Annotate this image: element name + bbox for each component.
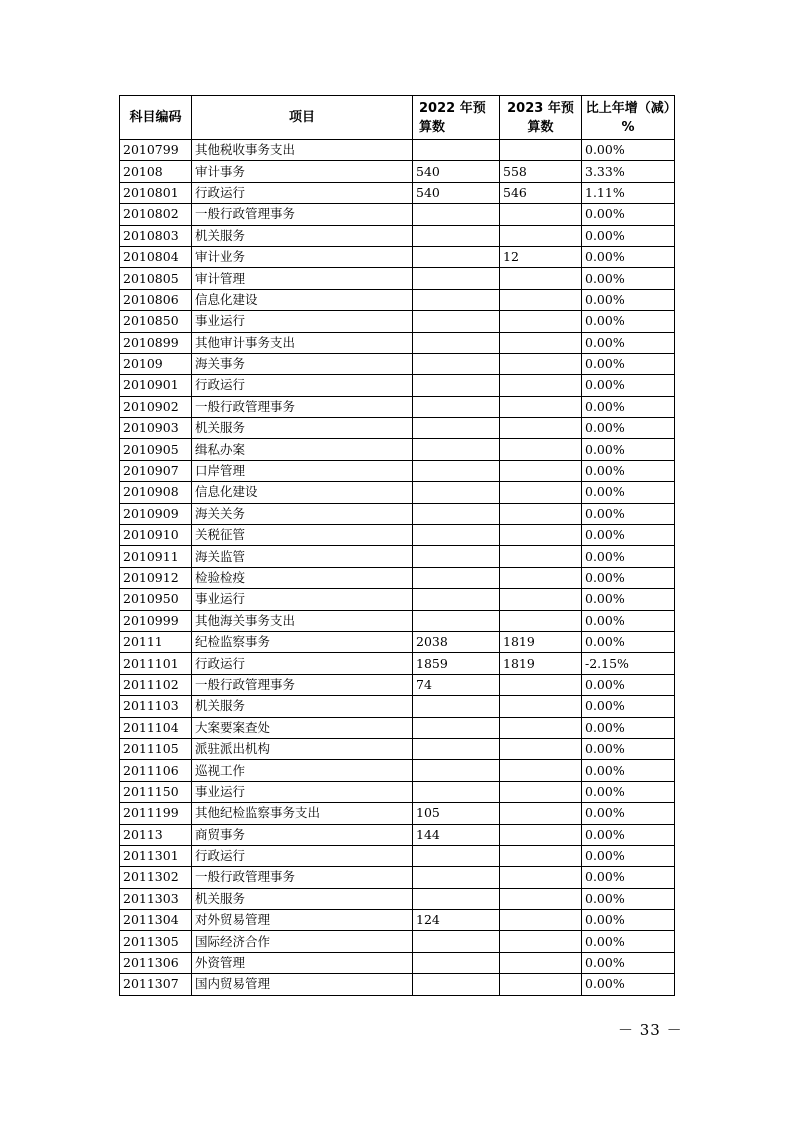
cell-budget-2023: 1819 xyxy=(500,653,582,674)
cell-budget-2023: 1819 xyxy=(500,631,582,652)
cell-budget-2022 xyxy=(413,525,500,546)
cell-item: 其他海关事务支出 xyxy=(192,610,413,631)
table-row xyxy=(120,931,675,952)
cell-budget-2023: 12 xyxy=(500,246,582,267)
cell-budget-2023 xyxy=(500,610,582,631)
cell-item: 商贸事务 xyxy=(192,824,413,845)
cell-code: 2010803 xyxy=(120,225,192,246)
cell-change: 1.11% xyxy=(582,182,675,203)
cell-budget-2023 xyxy=(500,546,582,567)
cell-change: 0.00% xyxy=(582,589,675,610)
cell-change: -2.15% xyxy=(582,653,675,674)
table-row xyxy=(120,246,675,267)
cell-item: 机关服务 xyxy=(192,696,413,717)
cell-change: 0.00% xyxy=(582,696,675,717)
cell-budget-2022 xyxy=(413,460,500,481)
cell-change: 0.00% xyxy=(582,760,675,781)
budget-table xyxy=(119,95,675,996)
cell-code: 2010801 xyxy=(120,182,192,203)
cell-code: 2010999 xyxy=(120,610,192,631)
table-row xyxy=(120,910,675,931)
cell-code: 2011306 xyxy=(120,952,192,973)
cell-budget-2022 xyxy=(413,610,500,631)
cell-budget-2022 xyxy=(413,353,500,374)
cell-item: 检验检疫 xyxy=(192,567,413,588)
cell-budget-2023 xyxy=(500,888,582,909)
cell-change: 0.00% xyxy=(582,610,675,631)
cell-code: 2011302 xyxy=(120,867,192,888)
header-code: 科目编码 xyxy=(120,96,192,140)
cell-change: 0.00% xyxy=(582,460,675,481)
cell-change: 0.00% xyxy=(582,140,675,161)
table-row xyxy=(120,610,675,631)
cell-change: 0.00% xyxy=(582,674,675,695)
table-row xyxy=(120,525,675,546)
cell-code: 2011103 xyxy=(120,696,192,717)
cell-item: 机关服务 xyxy=(192,418,413,439)
cell-code: 2010804 xyxy=(120,246,192,267)
cell-budget-2022: 540 xyxy=(413,161,500,182)
cell-code: 2010950 xyxy=(120,589,192,610)
table-row xyxy=(120,375,675,396)
cell-budget-2023 xyxy=(500,867,582,888)
table-row xyxy=(120,845,675,866)
table-row xyxy=(120,696,675,717)
cell-budget-2022: 124 xyxy=(413,910,500,931)
table-row xyxy=(120,803,675,824)
table-row xyxy=(120,225,675,246)
cell-change: 0.00% xyxy=(582,225,675,246)
cell-budget-2023 xyxy=(500,268,582,289)
cell-code: 2010903 xyxy=(120,418,192,439)
cell-budget-2022 xyxy=(413,439,500,460)
cell-budget-2022 xyxy=(413,974,500,995)
cell-change: 0.00% xyxy=(582,888,675,909)
cell-change: 0.00% xyxy=(582,952,675,973)
cell-change: 0.00% xyxy=(582,375,675,396)
cell-budget-2022 xyxy=(413,332,500,353)
table-row xyxy=(120,140,675,161)
cell-code: 2010911 xyxy=(120,546,192,567)
cell-change: 0.00% xyxy=(582,845,675,866)
table-row xyxy=(120,653,675,674)
cell-item: 外资管理 xyxy=(192,952,413,973)
cell-change: 0.00% xyxy=(582,439,675,460)
cell-budget-2023 xyxy=(500,353,582,374)
cell-change: 0.00% xyxy=(582,567,675,588)
table-row xyxy=(120,439,675,460)
cell-item: 机关服务 xyxy=(192,225,413,246)
cell-code: 2010905 xyxy=(120,439,192,460)
table-row xyxy=(120,460,675,481)
cell-item: 审计业务 xyxy=(192,246,413,267)
cell-item: 审计事务 xyxy=(192,161,413,182)
cell-code: 20113 xyxy=(120,824,192,845)
cell-item: 国际经济合作 xyxy=(192,931,413,952)
cell-code: 2010910 xyxy=(120,525,192,546)
cell-budget-2022 xyxy=(413,931,500,952)
cell-budget-2023 xyxy=(500,482,582,503)
table-row xyxy=(120,952,675,973)
cell-budget-2023: 546 xyxy=(500,182,582,203)
cell-code: 2011307 xyxy=(120,974,192,995)
cell-item: 审计管理 xyxy=(192,268,413,289)
cell-item: 行政运行 xyxy=(192,375,413,396)
cell-code: 20111 xyxy=(120,631,192,652)
cell-code: 2010805 xyxy=(120,268,192,289)
cell-code: 2011199 xyxy=(120,803,192,824)
cell-change: 0.00% xyxy=(582,289,675,310)
header-budget-2022: 2022 年预算数 xyxy=(413,96,500,140)
cell-item: 口岸管理 xyxy=(192,460,413,481)
cell-code: 20108 xyxy=(120,161,192,182)
cell-change: 0.00% xyxy=(582,824,675,845)
cell-budget-2022 xyxy=(413,589,500,610)
table-row xyxy=(120,974,675,995)
header-budget-2023: 2023 年预算数 xyxy=(500,96,582,140)
table-row xyxy=(120,589,675,610)
cell-code: 2011102 xyxy=(120,674,192,695)
table-row xyxy=(120,396,675,417)
cell-change: 0.00% xyxy=(582,974,675,995)
cell-budget-2023 xyxy=(500,824,582,845)
cell-code: 20109 xyxy=(120,353,192,374)
cell-code: 2010901 xyxy=(120,375,192,396)
table-row xyxy=(120,353,675,374)
cell-change: 0.00% xyxy=(582,546,675,567)
table-row xyxy=(120,204,675,225)
cell-item: 行政运行 xyxy=(192,182,413,203)
page-number: － 33 － xyxy=(618,1021,683,1039)
cell-budget-2023 xyxy=(500,589,582,610)
cell-change: 0.00% xyxy=(582,311,675,332)
cell-item: 海关关务 xyxy=(192,503,413,524)
cell-budget-2022 xyxy=(413,567,500,588)
table-row xyxy=(120,888,675,909)
cell-budget-2022 xyxy=(413,396,500,417)
cell-budget-2023 xyxy=(500,910,582,931)
cell-budget-2022 xyxy=(413,482,500,503)
cell-budget-2023 xyxy=(500,204,582,225)
table-row xyxy=(120,717,675,738)
cell-budget-2023 xyxy=(500,140,582,161)
cell-budget-2023 xyxy=(500,674,582,695)
cell-change: 0.00% xyxy=(582,482,675,503)
cell-change: 0.00% xyxy=(582,738,675,759)
cell-item: 国内贸易管理 xyxy=(192,974,413,995)
cell-item: 行政运行 xyxy=(192,653,413,674)
table-row xyxy=(120,546,675,567)
cell-budget-2022 xyxy=(413,503,500,524)
table-row xyxy=(120,631,675,652)
cell-budget-2022 xyxy=(413,952,500,973)
cell-budget-2022: 105 xyxy=(413,803,500,824)
cell-change: 0.00% xyxy=(582,910,675,931)
cell-change: 0.00% xyxy=(582,268,675,289)
cell-budget-2022: 144 xyxy=(413,824,500,845)
cell-budget-2023 xyxy=(500,332,582,353)
table-body xyxy=(120,140,675,996)
table-row xyxy=(120,674,675,695)
cell-budget-2023 xyxy=(500,781,582,802)
cell-change: 0.00% xyxy=(582,204,675,225)
cell-budget-2023 xyxy=(500,738,582,759)
table-row xyxy=(120,867,675,888)
cell-code: 2010907 xyxy=(120,460,192,481)
cell-item: 一般行政管理事务 xyxy=(192,867,413,888)
cell-code: 2010909 xyxy=(120,503,192,524)
cell-code: 2010799 xyxy=(120,140,192,161)
cell-item: 对外贸易管理 xyxy=(192,910,413,931)
cell-budget-2023 xyxy=(500,803,582,824)
cell-item: 海关事务 xyxy=(192,353,413,374)
cell-budget-2022 xyxy=(413,311,500,332)
cell-code: 2011304 xyxy=(120,910,192,931)
cell-change: 0.00% xyxy=(582,525,675,546)
table-row xyxy=(120,418,675,439)
cell-budget-2022 xyxy=(413,781,500,802)
table-row xyxy=(120,332,675,353)
cell-item: 事业运行 xyxy=(192,311,413,332)
cell-budget-2023 xyxy=(500,396,582,417)
cell-change: 0.00% xyxy=(582,353,675,374)
cell-budget-2022 xyxy=(413,888,500,909)
cell-budget-2022 xyxy=(413,225,500,246)
table-row xyxy=(120,268,675,289)
cell-budget-2023 xyxy=(500,460,582,481)
cell-item: 巡视工作 xyxy=(192,760,413,781)
cell-code: 2010806 xyxy=(120,289,192,310)
cell-item: 海关监管 xyxy=(192,546,413,567)
cell-item: 事业运行 xyxy=(192,781,413,802)
cell-budget-2023 xyxy=(500,567,582,588)
table-row xyxy=(120,567,675,588)
cell-change: 3.33% xyxy=(582,161,675,182)
cell-change: 0.00% xyxy=(582,803,675,824)
cell-code: 2010850 xyxy=(120,311,192,332)
cell-code: 2011105 xyxy=(120,738,192,759)
cell-item: 大案要案查处 xyxy=(192,717,413,738)
cell-budget-2023 xyxy=(500,418,582,439)
cell-item: 一般行政管理事务 xyxy=(192,396,413,417)
cell-code: 2011106 xyxy=(120,760,192,781)
cell-budget-2022 xyxy=(413,738,500,759)
cell-budget-2023 xyxy=(500,225,582,246)
cell-item: 关税征管 xyxy=(192,525,413,546)
table-row xyxy=(120,738,675,759)
cell-budget-2023 xyxy=(500,525,582,546)
cell-change: 0.00% xyxy=(582,867,675,888)
cell-change: 0.00% xyxy=(582,717,675,738)
cell-budget-2022 xyxy=(413,289,500,310)
cell-budget-2023: 558 xyxy=(500,161,582,182)
cell-budget-2023 xyxy=(500,311,582,332)
table-row xyxy=(120,482,675,503)
cell-item: 派驻派出机构 xyxy=(192,738,413,759)
cell-budget-2022 xyxy=(413,696,500,717)
cell-change: 0.00% xyxy=(582,332,675,353)
header-change: 比上年增（减）% xyxy=(582,96,675,140)
cell-code: 2011104 xyxy=(120,717,192,738)
table-row xyxy=(120,182,675,203)
cell-budget-2022: 74 xyxy=(413,674,500,695)
cell-budget-2022 xyxy=(413,418,500,439)
table-row xyxy=(120,161,675,182)
cell-budget-2023 xyxy=(500,375,582,396)
cell-change: 0.00% xyxy=(582,418,675,439)
cell-change: 0.00% xyxy=(582,396,675,417)
cell-budget-2022 xyxy=(413,268,500,289)
cell-budget-2023 xyxy=(500,845,582,866)
cell-code: 2010908 xyxy=(120,482,192,503)
cell-change: 0.00% xyxy=(582,246,675,267)
cell-budget-2022: 2038 xyxy=(413,631,500,652)
cell-code: 2010902 xyxy=(120,396,192,417)
cell-item: 其他审计事务支出 xyxy=(192,332,413,353)
cell-code: 2011303 xyxy=(120,888,192,909)
cell-budget-2022 xyxy=(413,246,500,267)
cell-budget-2023 xyxy=(500,952,582,973)
cell-item: 机关服务 xyxy=(192,888,413,909)
cell-change: 0.00% xyxy=(582,781,675,802)
cell-budget-2023 xyxy=(500,760,582,781)
cell-budget-2023 xyxy=(500,289,582,310)
table-header-row xyxy=(120,96,675,140)
cell-code: 2010802 xyxy=(120,204,192,225)
cell-budget-2023 xyxy=(500,931,582,952)
table-row xyxy=(120,760,675,781)
cell-item: 其他纪检监察事务支出 xyxy=(192,803,413,824)
cell-item: 纪检监察事务 xyxy=(192,631,413,652)
table-row xyxy=(120,781,675,802)
cell-change: 0.00% xyxy=(582,931,675,952)
cell-budget-2022 xyxy=(413,760,500,781)
cell-code: 2010899 xyxy=(120,332,192,353)
cell-item: 行政运行 xyxy=(192,845,413,866)
cell-code: 2011101 xyxy=(120,653,192,674)
header-item: 项目 xyxy=(192,96,413,140)
cell-change: 0.00% xyxy=(582,503,675,524)
table-row xyxy=(120,311,675,332)
cell-budget-2022 xyxy=(413,546,500,567)
cell-change: 0.00% xyxy=(582,631,675,652)
table-row xyxy=(120,503,675,524)
cell-budget-2022 xyxy=(413,375,500,396)
cell-budget-2023 xyxy=(500,717,582,738)
table-row xyxy=(120,289,675,310)
cell-code: 2010912 xyxy=(120,567,192,588)
cell-item: 信息化建设 xyxy=(192,482,413,503)
cell-item: 缉私办案 xyxy=(192,439,413,460)
cell-item: 一般行政管理事务 xyxy=(192,674,413,695)
cell-budget-2022: 1859 xyxy=(413,653,500,674)
cell-code: 2011301 xyxy=(120,845,192,866)
cell-item: 信息化建设 xyxy=(192,289,413,310)
cell-budget-2023 xyxy=(500,974,582,995)
cell-budget-2022 xyxy=(413,867,500,888)
cell-code: 2011305 xyxy=(120,931,192,952)
cell-budget-2023 xyxy=(500,696,582,717)
cell-budget-2022 xyxy=(413,845,500,866)
cell-budget-2023 xyxy=(500,503,582,524)
cell-budget-2023 xyxy=(500,439,582,460)
cell-budget-2022 xyxy=(413,140,500,161)
cell-code: 2011150 xyxy=(120,781,192,802)
cell-item: 其他税收事务支出 xyxy=(192,140,413,161)
cell-item: 一般行政管理事务 xyxy=(192,204,413,225)
cell-item: 事业运行 xyxy=(192,589,413,610)
cell-budget-2022: 540 xyxy=(413,182,500,203)
cell-budget-2022 xyxy=(413,204,500,225)
table-row xyxy=(120,824,675,845)
cell-budget-2022 xyxy=(413,717,500,738)
